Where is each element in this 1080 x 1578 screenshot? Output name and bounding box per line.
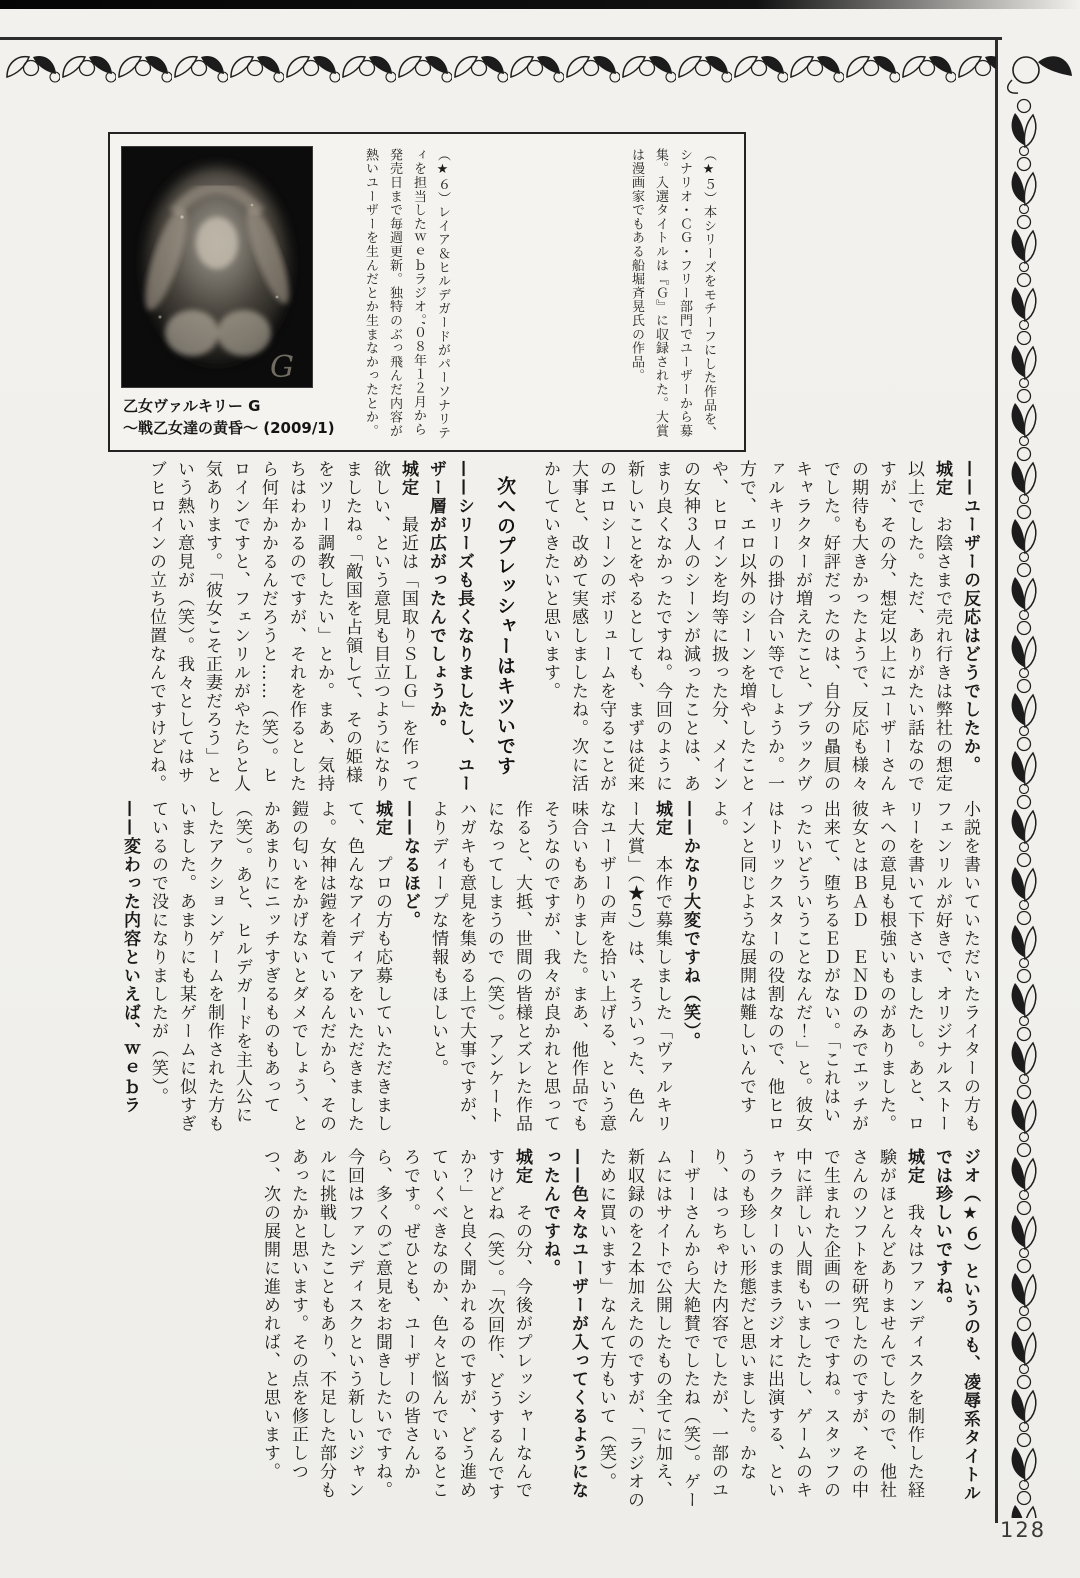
interview-question-continuation: ジオ（★６）というのも、凌辱系タイトルでは珍しいですね。 bbox=[932, 1148, 980, 1503]
speaker-name: 城定 bbox=[372, 800, 392, 837]
interview-answer bbox=[424, 800, 676, 1140]
ornament-corner-swirl bbox=[998, 44, 1078, 96]
interview-question: ——色々なユーザーが入ってくるようになったんですね。 bbox=[540, 1148, 588, 1500]
interview-answer bbox=[144, 800, 396, 1140]
top-rule-line bbox=[0, 37, 1002, 40]
answer-text: その分、今後がプレッシャーなんですけどね（笑）。「次回作、どうするんですか？」と良く聞かれるのですが、どう進めていくべきなのか、色々と悩んでいるところです。ぜひとも、ユーザーの皆さんから、多くのご意見をお聞きしたいですね。今回はファンディスクという新しいジャンルに挑戦したこともあり、不足した部分もあったかと思います。その点を修正しつつ、次の展開に進めれば、と思います。 bbox=[260, 1148, 532, 1501]
interview-question: ——変わった内容といえば、ｗｅｂラ bbox=[120, 800, 140, 1115]
interview-answer bbox=[592, 1148, 928, 1510]
answer-text: お陰さまで売れ行きは弊社の想定以上でした。ただ、ありがたい話なのですが、その分、想定以上にユーザーさんの期待も大きかったようで、反応も様々でした。好評だったのは、自分の贔屓のキャラクターが増えたこと、ブラックヴァルキリーの掛け合い等でしょうか。一方で、エロ以外のシーンを増やしたことや、ヒロインを均等に扱った分、メインの女神３人のシーンが減ったことは、あまり良くなかったですね。今回のように新しいことをやるとしても、まずは従来のエロシーンのボリュームを守ることが大事と、改めて実感しましたね。次に活かしていきたいと思います。 bbox=[540, 460, 952, 793]
artwork-logo-g: G bbox=[270, 350, 294, 385]
interview-text-band-3 bbox=[98, 1148, 984, 1510]
answer-text: 本作で募集しました「ヴァルキリー大賞」（★５）は、そういった、色んなユーザーの声を拾い上げる、という意味合いもありました。まあ、他作品でもそうなのですが、我々が良かれと思って作ると、大抵、世間の皆様とズレた作品になってしまうので（笑）。アンケートハガキも意見を集める上で大事ですが、よりディープな情報もほしいと。 bbox=[428, 800, 672, 1133]
artwork-caption-subtitle: ～戦乙女達の黄昏～ (2009/1) bbox=[123, 419, 335, 437]
interview-question: ——シリーズも長くなりましたし、ユーザー層が広がったんでしょうか。 bbox=[426, 460, 474, 793]
scan-edge-top bbox=[0, 0, 1080, 9]
interview-question: ——かなり大変ですね（笑）。 bbox=[680, 800, 700, 1051]
speaker-name: 城定 bbox=[398, 460, 418, 497]
interview-answer bbox=[256, 1148, 536, 1510]
speaker-name: 城定 bbox=[512, 1148, 532, 1185]
answer-continuation: 小説を書いていただいたライターの方もフェンリルが好きで、オリジナルストーリーを書いて下さいましたし。あと、ロキへの意見も根強いものがありました。彼女とはＢＡＤ ＥＮＤのみでエッチが出来て、堕ちるＥＤがない。「これはいったいどういうことなんだ！」と。彼女はトリックスターの役割なので、他ヒロインと同じような展開は難しいんですよ。 bbox=[708, 800, 980, 1133]
artwork-caption bbox=[123, 395, 335, 439]
answer-text: 我々はファンディスクを制作した経験がほとんどありませんでしたので、他社さんのソフトを研究したのですが、その中で生まれた企画の一つですね。スタッフの中に詳しい人間もいましたし、ゲームのキャラクターのままラジオに出演する、というのも珍しい形態だと思いました。かなり、はっちゃけた内容でしたが、一部のユーザーさんから大絶賛でしたね（笑）。ゲームにはサイトで公開したもの全てに加え、新収録のを２本加えたのですが、「ラジオのために買います」なんて方もいて（笑）。 bbox=[596, 1148, 924, 1510]
speaker-name: 城定 bbox=[652, 800, 672, 837]
page-number: 128 bbox=[1000, 1518, 1047, 1542]
game-artwork-thumbnail bbox=[122, 147, 312, 387]
interview-question: ——ユーザーの反応はどうでしたか。 bbox=[960, 460, 980, 775]
interview-question: ——なるほど。 bbox=[400, 800, 420, 930]
interview-answer bbox=[142, 460, 422, 798]
artwork-caption-title: 乙女ヴァルキリー G bbox=[123, 397, 261, 415]
ornament-top-border bbox=[4, 50, 996, 86]
interview-answer bbox=[536, 460, 956, 798]
interview-text-band-2 bbox=[98, 800, 984, 1140]
speaker-name: 城定 bbox=[932, 460, 952, 497]
footnote-star6: （★６）レイア＆ヒルデガードがパーソナリティを担当したｗｅｂラジオ。’０８年１２月から発売日まで毎週更新。独特のぶっ飛んだ内容が熱いユーザーを生んだとか生まなかったとか。 bbox=[363, 148, 450, 440]
right-rule-line bbox=[995, 37, 998, 1523]
reference-infobox bbox=[108, 132, 746, 452]
answer-text: プロの方も応募していただきまして、色んなアイディアをいただきましたよ。女神は鎧を着ているんだから、その鎧の匂いをかげないとダメでしょう、とかあまりにニッチすぎるものもあって（笑）。あと、ヒルデガードを主人公にしたアクションゲームを制作された方もいました。あまりにも某ゲームに似すぎているので没になりましたが（笑）。 bbox=[148, 800, 392, 1133]
answer-text: 最近は「国取りＳＬＧ」を作って欲しい、という意見も目立つようになりましたね。「敵国を占領して、その姫様をツリー調教したい」とか。まあ、気持ちはわかるのですが、それを作るとしたら何年かかるんだろうと……（笑）。ヒロインですと、フェンリルがやたらと人気あります。「彼女こそ正妻だろう」という熱い意見が（笑）。我々としてはサブヒロインの立ち位置なんですけどね。 bbox=[146, 460, 418, 793]
ornament-right-border bbox=[1004, 98, 1050, 1518]
section-heading: 次へのプレッシャーはキツいです bbox=[494, 476, 516, 776]
interview-text-band-1 bbox=[98, 460, 984, 798]
speaker-name: 城定 bbox=[904, 1148, 924, 1185]
footnote-star5: （★５）本シリーズをモチーフにした作品を、シナリオ・ＣＧ・フリー部門でユーザーから募集。入選タイトルは『Ｇ』に収録された。大賞は漫画家でもある船堀斉晃氏の作品。 bbox=[629, 148, 716, 440]
